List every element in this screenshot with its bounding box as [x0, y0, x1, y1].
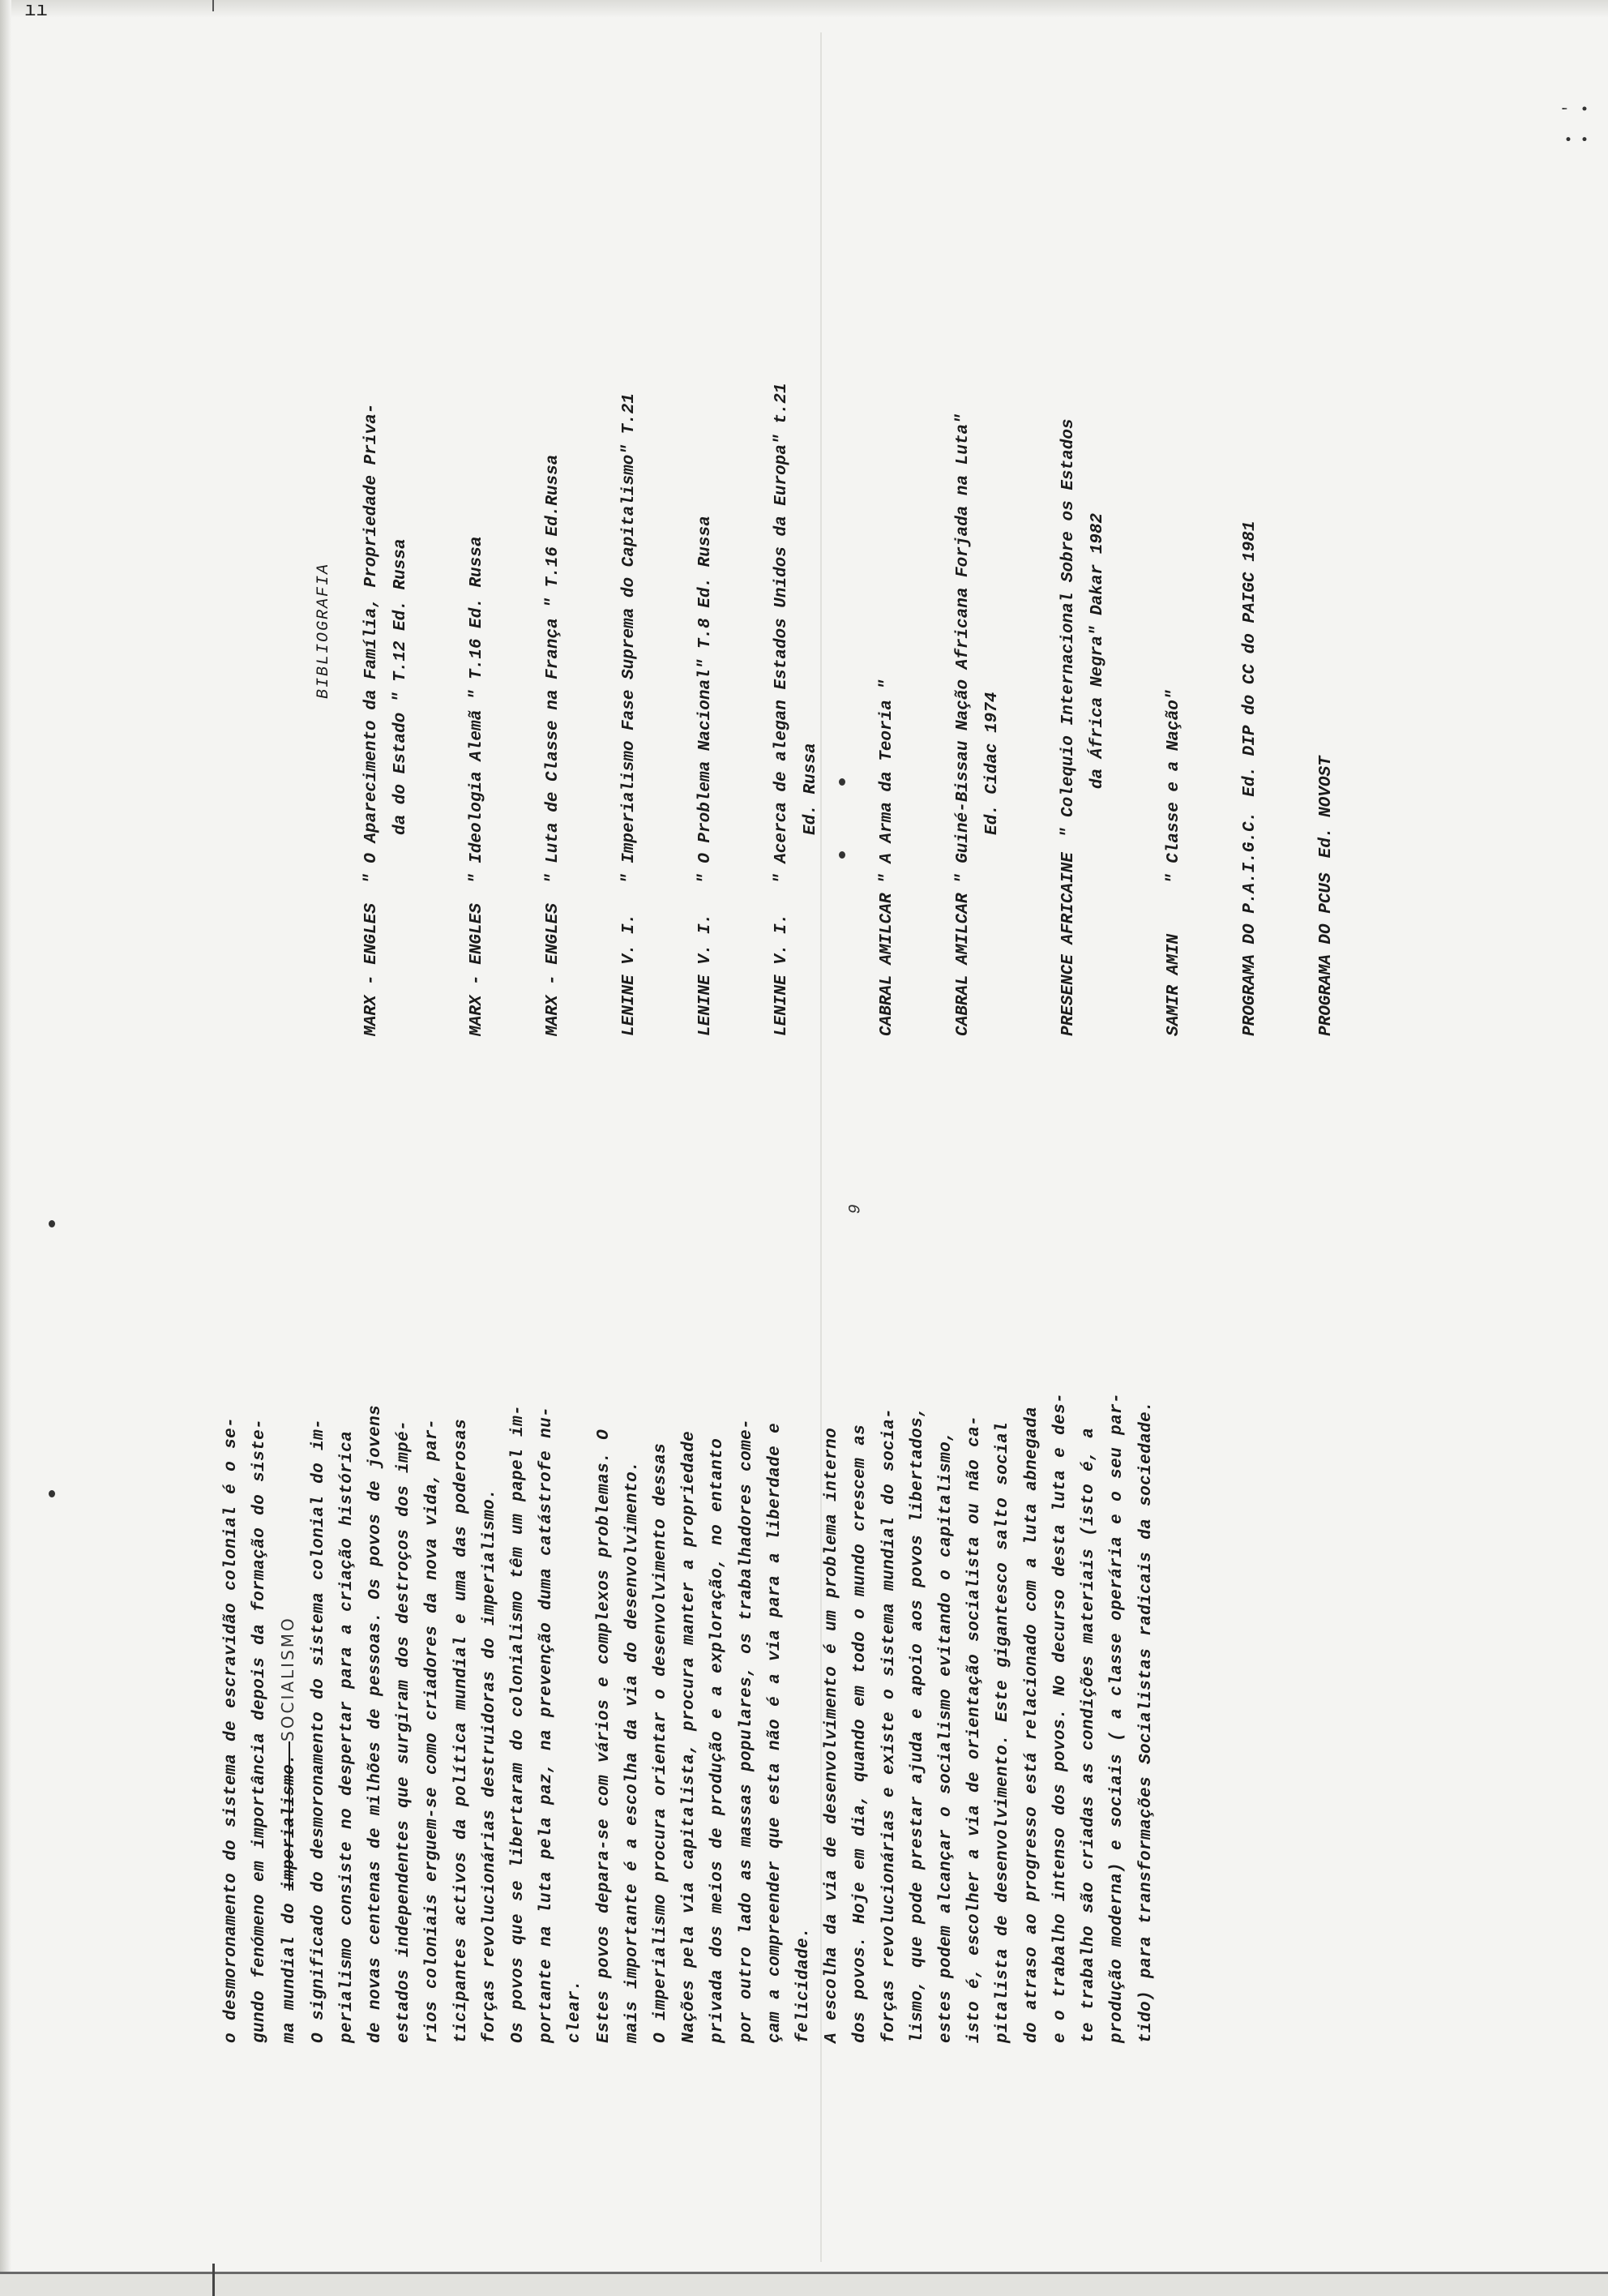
entry-work-line: Ed. Cidac 1974 — [983, 692, 1002, 835]
text-line: portante na luta pela paz, na prevenção duma catástrofe nu- — [537, 1406, 557, 2043]
text-line: Estes povos depara-se com vários e complexos problemas. O — [594, 1429, 614, 2043]
bibliography-entry — [539, 112, 568, 1036]
text-line: çam a compreender que esta não é a via para a liberdade e — [765, 1422, 785, 2043]
entry-work-line: " Colequio Internacional Sobre os Estados — [1059, 418, 1078, 838]
entry-work-line: da do Estado " T.12 Ed. Russa — [391, 538, 410, 835]
bibliography-entry — [1312, 112, 1341, 1036]
entry-work-line: " O Problema Nacional" T.8 Ed. Russa — [696, 516, 715, 884]
scan-corner-mark: ıı — [24, 0, 48, 22]
entry-work-line: " Ideologia Alemã " T.16 Ed. Russa — [468, 536, 486, 884]
bibliography-entry — [1236, 112, 1265, 1036]
entry-work — [691, 516, 721, 884]
text-line: forças revolucionárias e existe o sistema mundial do socia- — [879, 1407, 899, 2043]
page-number: 9 — [846, 1204, 866, 1214]
entry-author: PROGRAMA DO P.A.I.G.C. — [1241, 811, 1259, 1036]
text-line: mais importante é a escolha da via do desenvolvimento. — [622, 1460, 642, 2043]
text-line: dos povos. Hoje em dia, quando em todo o mundo crescem as — [851, 1424, 870, 2043]
text-line: gundo fenómeno em importância depois da formação do siste- — [250, 1418, 270, 2043]
text-line: te trabalho são criadas as condições materiais (isto é, a — [1080, 1427, 1099, 2043]
text-line: estados independentes que surgiram dos destroços dos impé- — [395, 1420, 414, 2043]
bibliography-entry — [463, 112, 492, 1036]
entry-work — [768, 383, 826, 884]
scan-left-edge — [0, 0, 11, 2296]
bibliography-entry — [949, 112, 1007, 1036]
text-line: forças revolucionárias destruidoras do imperialismo. — [480, 1488, 499, 2043]
entry-work-line: Ed. DIP do CC do PAIGC 1981 — [1241, 520, 1259, 797]
entry-author: MARX - ENGLES — [544, 903, 562, 1036]
entry-author: MARX - ENGLES — [362, 903, 381, 1036]
entry-author: LENINE V. I. — [772, 913, 791, 1036]
entry-work-line: Ed. NOVOST — [1317, 756, 1336, 859]
scan-top-edge — [0, 0, 1608, 18]
entry-work — [949, 413, 1007, 884]
text-line: estes podem alcançar o socialismo evitando o capitalismo, — [937, 1430, 956, 2043]
text-line: felicidade. — [794, 1926, 814, 2043]
entry-work — [1054, 418, 1113, 837]
entry-work-line: " Imperialismo Fase Suprema do Capitalismo" T.21 — [620, 393, 639, 884]
struck-word: imperialismo. — [280, 1741, 300, 1891]
text-line: tido) para transformações Socialistas radicais da sociedade. — [1136, 1400, 1156, 2043]
entry-author: CABRAL AMILCAR — [878, 893, 896, 1036]
bibliography-entry — [1054, 112, 1113, 1036]
text-line: pitalista de desenvolvimento. Este gigantesco salto social — [994, 1421, 1013, 2043]
text-line: Nações pela via capitalista, procura manter a propriedade — [680, 1430, 699, 2043]
entry-author: LENINE V. I. — [620, 913, 639, 1036]
entry-author: PRESENCE AFRICAINE — [1059, 852, 1078, 1036]
entry-work — [539, 455, 568, 884]
body-paragraphs — [217, 1184, 1161, 2043]
text-line: lismo, que pode prestar ajuda e apoio aos povos libertados, — [908, 1406, 927, 2043]
entry-work — [873, 679, 902, 884]
entry-author: LENINE V. I. — [696, 913, 715, 1036]
text-line: e o trabalho intenso dos povos. No decurso desta luta e des- — [1050, 1392, 1070, 2043]
entry-author: SAMIR AMIN — [1165, 933, 1183, 1036]
handwritten-correction: SOCIALISMO — [278, 1616, 298, 1741]
text-line: ticipantes activos da política mundial e uma das poderosas — [451, 1418, 471, 2043]
text-line: o desmoronamento do sistema de escravidão colonial é o se- — [222, 1416, 241, 2043]
bibliography-page — [314, 112, 1388, 1036]
corner-marks: • ' • • — [1562, 97, 1594, 144]
bibliography-entry — [691, 112, 721, 1036]
entry-work-line: Ed. Russa — [802, 743, 820, 835]
text-line: isto é, escolher a via de orientação socialista ou não ca- — [965, 1415, 985, 2043]
text-line: ma mundial do imperialismo. SOCIALISMO — [278, 1616, 300, 2043]
bibliography-entry — [615, 112, 644, 1036]
scan-tick-mark — [212, 0, 214, 11]
bibliography-entry — [357, 112, 416, 1036]
entry-author: CABRAL AMILCAR — [954, 893, 973, 1036]
text-line: produção moderna) e sociais ( a classe operária e o seu par- — [1108, 1392, 1127, 2043]
text-line: rios coloniais erguem-se como criadores da nova vida, par- — [423, 1418, 443, 2043]
entry-work — [615, 393, 644, 884]
entry-work-line: " Guiné-Bissau Nação Africana Forjada na Luta" — [954, 413, 973, 884]
entry-author: PROGRAMA DO PCUS — [1317, 872, 1336, 1036]
body-text-page — [217, 1184, 1161, 2043]
bibliography-entry — [873, 112, 902, 1036]
bibliography-list — [357, 112, 1341, 1036]
text-line: de novas centenas de milhões de pessoas. Os povos de jovens — [366, 1404, 386, 2043]
text-line: perialismo consiste no despertar para a criação histórica — [337, 1430, 357, 2043]
entry-work — [1236, 520, 1265, 796]
text-line: do atraso ao progresso está relacionado com a luta abnegada — [1022, 1406, 1041, 2043]
text-line: O imperialismo procura orientar o desenvolvimento dessas — [652, 1442, 671, 2043]
text-line: por outro lado as massas populares, os trabalhadores come- — [737, 1418, 756, 2043]
entry-work-line: " O Aparecimento da Família, Propriedade Priva- — [362, 403, 381, 884]
entry-work — [1160, 690, 1189, 884]
entry-work-line: " Luta de Classe na França " T.16 Ed.Russa — [544, 454, 562, 884]
entry-work-line: " A Arma da Teoria " — [878, 679, 896, 884]
text-line: privada dos meios de produção e a exploração, no entanto — [708, 1437, 728, 2043]
paper-speck — [49, 1490, 55, 1497]
paper-speck — [49, 1220, 55, 1227]
text-line: clear. — [566, 1979, 585, 2043]
entry-work — [1312, 756, 1341, 858]
bibliography-entry — [1160, 112, 1189, 1036]
text-line: O significado do desmoronamento do sistema colonial do im- — [309, 1418, 328, 2043]
entry-work-line: da África Negra" Dakar 1982 — [1088, 512, 1107, 790]
text-line: Os povos que se libertaram do colonialismo têm um papel im- — [509, 1404, 528, 2043]
entry-work-line: " Classe e a Nação" — [1165, 689, 1183, 884]
entry-work — [357, 404, 416, 884]
entry-author: MARX - ENGLES — [468, 903, 486, 1036]
binder-mark — [212, 2264, 215, 2296]
text-line: A escolha da via de desenvolvimento é um problema interno — [823, 1427, 842, 2043]
bibliography-entry — [768, 112, 826, 1036]
entry-work — [463, 537, 492, 884]
entry-work-line: " Acerca de alegan Estados Unidos da Europa" t.21 — [772, 383, 791, 884]
bibliography-title: BIBLIOGRAFIA — [314, 562, 333, 700]
scan-bottom-strip — [0, 2274, 1608, 2296]
